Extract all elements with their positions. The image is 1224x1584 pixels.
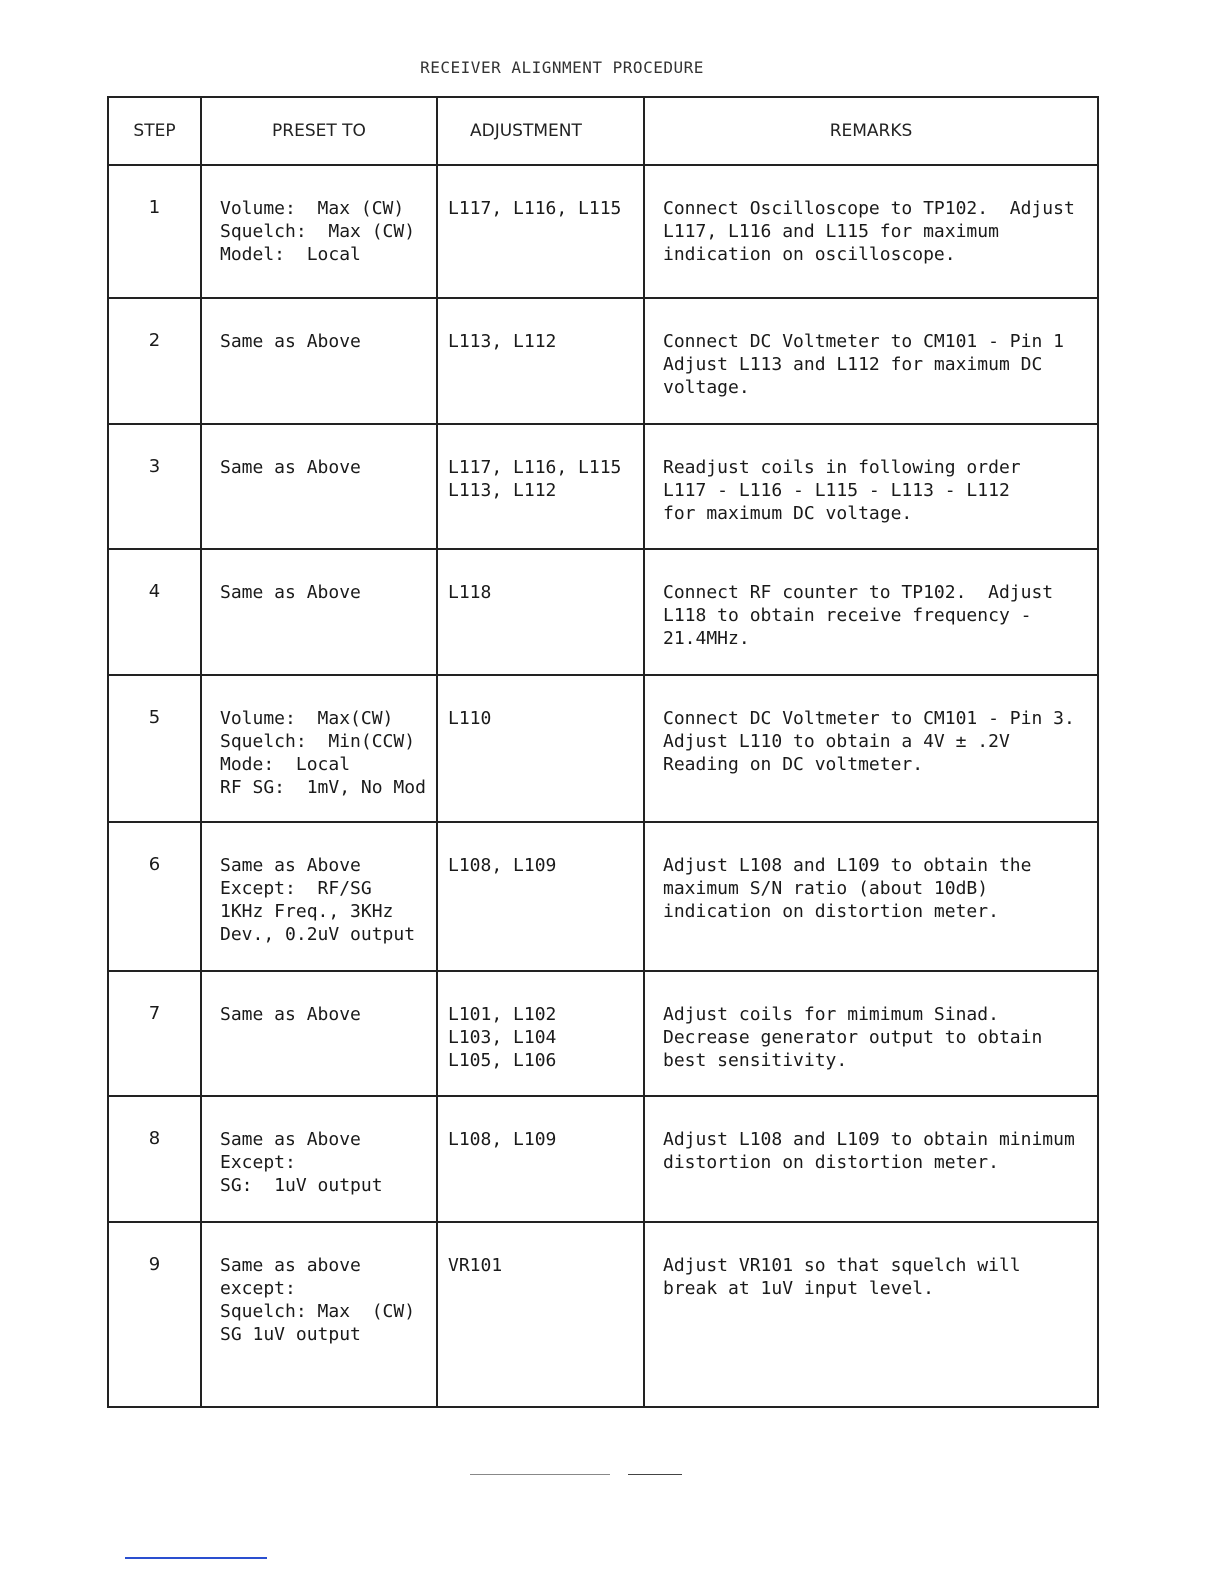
remarks-cell-line: Connect DC Voltmeter to CM101 - Pin 3.	[663, 708, 1075, 729]
remarks-cell-line: L118 to obtain receive frequency -	[663, 605, 1032, 626]
preset-cell	[201, 298, 437, 424]
remarks-cell-line: break at 1uV input level.	[663, 1278, 934, 1299]
preset-cell	[201, 971, 437, 1096]
remarks-cell-line: Connect Oscilloscope to TP102. Adjust	[663, 198, 1075, 219]
adjustment-cell-line: L117, L116, L115	[448, 198, 622, 219]
preset-cell-line: Dev., 0.2uV output	[220, 924, 416, 945]
adjustment-cell	[437, 549, 644, 675]
footer-rule	[125, 1557, 267, 1559]
table-body	[108, 165, 1098, 1407]
preset-cell-line: Mode: Local	[220, 754, 351, 775]
header-row	[108, 97, 1098, 165]
step-number: 6	[108, 822, 201, 971]
header-step: STEP	[108, 97, 201, 165]
header-adjustment: ADJUSTMENT	[437, 97, 644, 165]
remarks-cell	[644, 298, 1098, 424]
adjustment-cell	[437, 165, 644, 298]
remarks-cell	[644, 675, 1098, 822]
adjustment-cell-line: L108, L109	[448, 1129, 557, 1150]
adjustment-cell	[437, 1096, 644, 1222]
remarks-cell-line: 21.4MHz.	[663, 628, 750, 649]
remarks-cell-line: voltage.	[663, 377, 750, 398]
remarks-cell-line: for maximum DC voltage.	[663, 503, 913, 524]
preset-cell-line: 1KHz Freq., 3KHz	[220, 901, 394, 922]
adjustment-cell-line: VR101	[448, 1255, 503, 1276]
step-number: 3	[108, 424, 201, 549]
table-row	[108, 971, 1098, 1096]
remarks-cell	[644, 424, 1098, 549]
preset-cell-line: Same as Above	[220, 457, 361, 478]
remarks-cell	[644, 549, 1098, 675]
preset-cell-line: Squelch: Min(CCW)	[220, 731, 416, 752]
remarks-cell	[644, 822, 1098, 971]
adjustment-cell-line: L110	[448, 708, 492, 729]
preset-cell-line: Model: Local	[220, 244, 361, 265]
adjustment-cell-line: L101, L102	[448, 1004, 557, 1025]
table-row	[108, 549, 1098, 675]
remarks-cell	[644, 1096, 1098, 1222]
scan-mark	[470, 1474, 610, 1475]
preset-cell-line: Same as Above	[220, 331, 361, 352]
remarks-cell-line: Adjust coils for mimimum Sinad.	[663, 1004, 999, 1025]
preset-cell-line: Same as Above	[220, 582, 361, 603]
step-number: 8	[108, 1096, 201, 1222]
remarks-cell-line: Adjust L113 and L112 for maximum DC	[663, 354, 1043, 375]
preset-cell	[201, 822, 437, 971]
header-remarks: REMARKS	[644, 97, 1098, 165]
preset-cell	[201, 675, 437, 822]
remarks-cell-line: L117, L116 and L115 for maximum	[663, 221, 999, 242]
table-row	[108, 675, 1098, 822]
remarks-cell-line: Decrease generator output to obtain	[663, 1027, 1043, 1048]
remarks-cell-line: indication on oscilloscope.	[663, 244, 956, 265]
preset-cell-line: Except: RF/SG	[220, 878, 372, 899]
adjustment-cell	[437, 822, 644, 971]
remarks-cell-line: maximum S/N ratio (about 10dB)	[663, 878, 989, 899]
step-number: 7	[108, 971, 201, 1096]
adjustment-cell-line: L113, L112	[448, 331, 557, 352]
alignment-table	[107, 96, 1099, 1408]
preset-cell-line: Same as Above	[220, 1129, 361, 1150]
adjustment-cell	[437, 971, 644, 1096]
adjustment-cell	[437, 675, 644, 822]
adjustment-cell-line: L108, L109	[448, 855, 557, 876]
step-number: 1	[108, 165, 201, 298]
preset-cell-line: SG: 1uV output	[220, 1175, 383, 1196]
preset-cell-line: Same as above	[220, 1255, 361, 1276]
adjustment-cell-line: L117, L116, L115	[448, 457, 622, 478]
remarks-cell	[644, 165, 1098, 298]
adjustment-cell	[437, 298, 644, 424]
adjustment-cell-line: L105, L106	[448, 1050, 557, 1071]
preset-cell-line: Volume: Max (CW)	[220, 198, 405, 219]
remarks-cell-line: L117 - L116 - L115 - L113 - L112	[663, 480, 1010, 501]
header-preset: PRESET TO	[201, 97, 437, 165]
remarks-cell-line: Reading on DC voltmeter.	[663, 754, 924, 775]
preset-cell-line: Volume: Max(CW)	[220, 708, 394, 729]
remarks-cell-line: Adjust VR101 so that squelch will	[663, 1255, 1021, 1276]
remarks-cell	[644, 1222, 1098, 1407]
remarks-cell-line: best sensitivity.	[663, 1050, 848, 1071]
page-title: RECEIVER ALIGNMENT PROCEDURE	[420, 58, 704, 77]
preset-cell	[201, 1222, 437, 1407]
table-row	[108, 1222, 1098, 1407]
preset-cell-line: Same as Above	[220, 855, 361, 876]
scan-mark	[628, 1474, 682, 1475]
preset-cell-line: except:	[220, 1278, 296, 1299]
step-number: 2	[108, 298, 201, 424]
step-number: 4	[108, 549, 201, 675]
remarks-cell-line: Adjust L108 and L109 to obtain minimum	[663, 1129, 1075, 1150]
remarks-cell-line: indication on distortion meter.	[663, 901, 999, 922]
table-row	[108, 1096, 1098, 1222]
remarks-cell-line: Adjust L108 and L109 to obtain the	[663, 855, 1032, 876]
adjustment-cell-line: L103, L104	[448, 1027, 557, 1048]
step-number: 5	[108, 675, 201, 822]
remarks-cell-line: Readjust coils in following order	[663, 457, 1021, 478]
preset-cell	[201, 424, 437, 549]
adjustment-cell	[437, 1222, 644, 1407]
preset-cell	[201, 1096, 437, 1222]
table-row	[108, 298, 1098, 424]
preset-cell-line: Squelch: Max (CW)	[220, 1301, 416, 1322]
table-row	[108, 165, 1098, 298]
preset-cell	[201, 165, 437, 298]
remarks-cell	[644, 971, 1098, 1096]
remarks-cell-line: Connect RF counter to TP102. Adjust	[663, 582, 1054, 603]
preset-cell-line: Squelch: Max (CW)	[220, 221, 416, 242]
preset-cell-line: RF SG: 1mV, No Mod	[220, 777, 426, 798]
remarks-cell-line: Adjust L110 to obtain a 4V ± .2V	[663, 731, 1010, 752]
table-row	[108, 424, 1098, 549]
adjustment-cell-line: L118	[448, 582, 492, 603]
table-row	[108, 822, 1098, 971]
remarks-cell-line: Connect DC Voltmeter to CM101 - Pin 1	[663, 331, 1064, 352]
adjustment-cell-line: L113, L112	[448, 480, 557, 501]
preset-cell	[201, 549, 437, 675]
remarks-cell-line: distortion on distortion meter.	[663, 1152, 999, 1173]
step-number: 9	[108, 1222, 201, 1407]
preset-cell-line: Except:	[220, 1152, 296, 1173]
adjustment-cell	[437, 424, 644, 549]
preset-cell-line: Same as Above	[220, 1004, 361, 1025]
preset-cell-line: SG 1uV output	[220, 1324, 361, 1345]
